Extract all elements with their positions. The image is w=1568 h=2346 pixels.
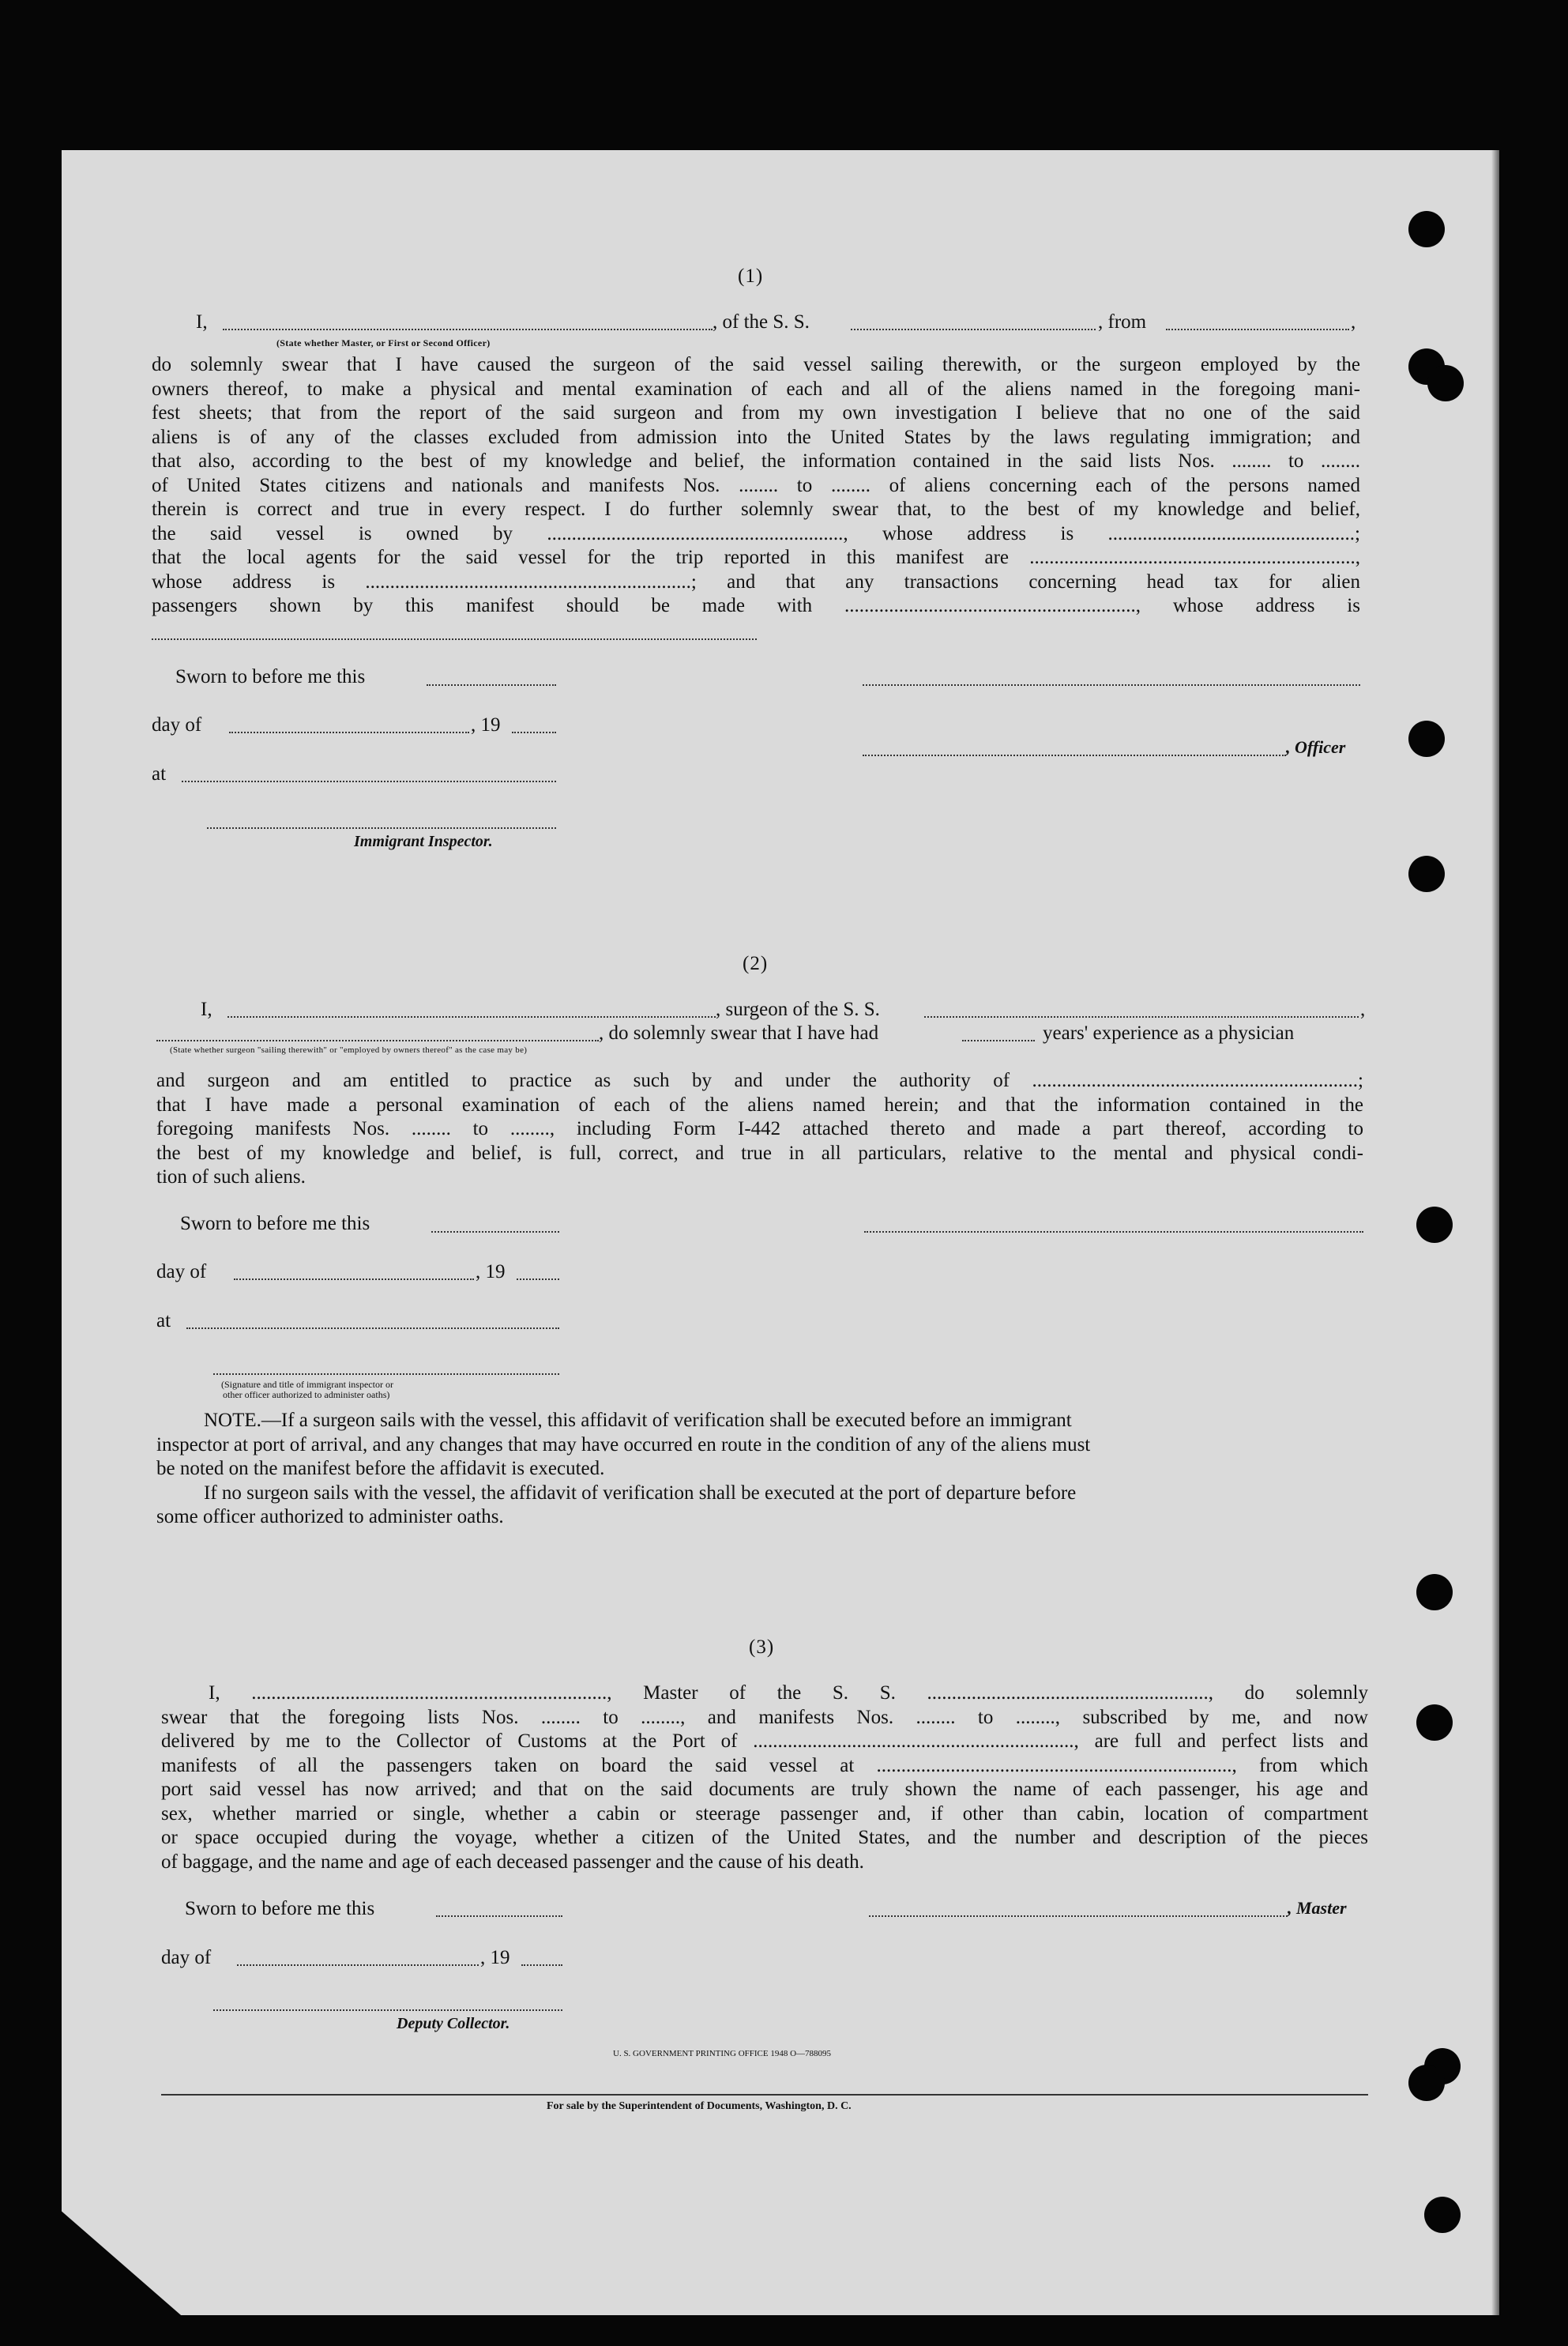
binder-hole bbox=[1408, 721, 1445, 757]
oath-line: of United States citizens and nationals and manifests Nos. ........ to ........ of aliens concerning each of the persons named bbox=[152, 474, 1360, 496]
surgeon-of-ss-label: , surgeon of the S. S. bbox=[716, 999, 880, 1020]
oath-line: owners thereof, to make a physical and mental examination of each and all of the aliens named in the foregoing mani- bbox=[152, 378, 1360, 400]
oath-line: port said vessel has now arrived; and that on the said documents are truly shown the name of each passenger, his age and bbox=[161, 1779, 1368, 1800]
oath-line: or space occupied during the voyage, whether a citizen of the United States, and the number and description of the pieces bbox=[161, 1827, 1368, 1848]
officer-title: , Officer bbox=[1286, 737, 1346, 757]
section-2-heading: (2) bbox=[743, 953, 769, 974]
surgeon-status-hint: (State whether surgeon "sailing therewith" or "employed by owners thereof" as the case may be) bbox=[170, 1045, 528, 1055]
binder-hole bbox=[1408, 2065, 1445, 2101]
surgeon-note bbox=[156, 1409, 1365, 1530]
sworn-label: Sworn to before me this bbox=[175, 666, 366, 687]
day-of-label: day of bbox=[156, 1261, 207, 1282]
year-label: , 19 bbox=[480, 1947, 510, 1968]
binder-hole bbox=[1416, 1574, 1453, 1610]
from-label: , from bbox=[1098, 311, 1147, 333]
note-line: NOTE.—If a surgeon sails with the vessel, this affidavit of verification shall be executed before an immigrant bbox=[204, 1410, 1072, 1431]
oath-line: the best of my knowledge and belief, is full, correct, and true in all particulars, relative to the mental and physical condi- bbox=[156, 1142, 1363, 1164]
master-signature-field[interactable] bbox=[863, 684, 1360, 686]
officer-name-field[interactable] bbox=[223, 329, 713, 330]
officer-signature-field[interactable] bbox=[863, 755, 1286, 756]
month-field[interactable] bbox=[229, 732, 469, 733]
oath-line: tion of such aliens. bbox=[156, 1166, 306, 1188]
oath-line: manifests of all the passengers taken on board the said vessel at ........................................................................, from which bbox=[161, 1754, 1368, 1776]
oath-line: sex, whether married or single, whether a cabin or steerage passenger and, if other than cabin, location of compartment bbox=[161, 1802, 1368, 1824]
oath-line: do solemnly swear that I have caused the surgeon of the said vessel sailing therewith, or the surgeon employed by the bbox=[152, 354, 1360, 375]
master-title: , Master bbox=[1288, 1898, 1347, 1918]
oath-line: the said vessel is owned by ............................................................, whose address is ..................................................; bbox=[152, 522, 1360, 544]
oath-line: and surgeon and am entitled to practice as such by and under the authority of ..................................................................; bbox=[156, 1070, 1363, 1091]
oath-line: delivered by me to the Collector of Customs at the Port of ................................................................., are full and perfect lists and bbox=[161, 1730, 1368, 1752]
comma: , bbox=[1360, 999, 1366, 1020]
section-1-heading: (1) bbox=[738, 265, 764, 287]
oath-line: I, ........................................................................, Master of the S. S. ........................................................., do solemnly bbox=[209, 1682, 1368, 1704]
sworn-date-field[interactable] bbox=[427, 684, 556, 686]
binder-hole bbox=[1416, 1704, 1453, 1741]
sale-notice: For sale by the Superintendent of Documents, Washington, D. C. bbox=[547, 2100, 852, 2112]
years-experience-label: years' experience as a physician bbox=[1043, 1022, 1295, 1044]
at-label: at bbox=[152, 763, 167, 785]
signature-hint-line: other officer authorized to administer oaths) bbox=[223, 1389, 390, 1400]
binder-hole bbox=[1427, 365, 1464, 401]
master-arrival-oath-paragraph bbox=[161, 1681, 1368, 1874]
oath-line: that the local agents for the said vessel for the trip reported in this manifest are .................................................................., bbox=[152, 547, 1360, 568]
from-port-field[interactable] bbox=[1166, 329, 1349, 330]
binder-hole bbox=[1408, 856, 1445, 892]
at-place-field[interactable] bbox=[182, 781, 556, 782]
day-of-label: day of bbox=[152, 714, 202, 736]
immigrant-inspector-title: Immigrant Inspector. bbox=[354, 833, 493, 850]
surgeon-i-label: I, bbox=[201, 999, 212, 1020]
oath-i-label: I, bbox=[196, 311, 208, 333]
surgeon-status-field[interactable] bbox=[156, 1040, 599, 1041]
at-place-field[interactable] bbox=[186, 1327, 559, 1329]
note-line: inspector at port of arrival, and any changes that may have occurred en route in the condition of any of the aliens must bbox=[156, 1433, 1091, 1455]
month-field[interactable] bbox=[237, 1964, 479, 1966]
surgeon-vessel-field[interactable] bbox=[924, 1016, 1359, 1018]
year-field[interactable] bbox=[521, 1964, 562, 1966]
surgeon-signature-field[interactable] bbox=[864, 1231, 1363, 1233]
oath-line: therein is correct and true in every respect. I do further solemnly swear that, to the best of my knowledge and belief, bbox=[152, 499, 1360, 520]
oath-line: swear that the foregoing lists Nos. ........ to ........, and manifests Nos. ........ to ........, subscribed by me, and now bbox=[161, 1706, 1368, 1728]
deputy-signature-field[interactable] bbox=[213, 2009, 562, 2011]
printing-office-imprint: U. S. GOVERNMENT PRINTING OFFICE 1948 O—788095 bbox=[613, 2049, 832, 2058]
note-line: If no surgeon sails with the vessel, the affidavit of verification shall be executed at the port of departure before bbox=[204, 1482, 1077, 1504]
sworn-label: Sworn to before me this bbox=[180, 1213, 370, 1234]
master-oath-paragraph bbox=[152, 353, 1360, 619]
year-field[interactable] bbox=[512, 732, 556, 733]
year-label: , 19 bbox=[471, 714, 501, 736]
inspector-signature-field[interactable] bbox=[207, 827, 556, 829]
surgeon-oath-paragraph bbox=[156, 1069, 1363, 1190]
oath-line: that also, according to the best of my knowledge and belief, the information contained in the said lists Nos. ........ to ........ bbox=[152, 450, 1360, 472]
month-field[interactable] bbox=[234, 1278, 474, 1280]
solemnly-swear-label: , do solemnly swear that I have had bbox=[599, 1022, 879, 1044]
address-continuation-field[interactable] bbox=[152, 638, 757, 640]
signature-hint-line: (Signature and title of immigrant inspector or bbox=[221, 1379, 393, 1390]
binder-hole bbox=[1416, 1207, 1453, 1243]
year-label: , 19 bbox=[476, 1261, 506, 1282]
surgeon-name-field[interactable] bbox=[227, 1016, 716, 1018]
year-field[interactable] bbox=[517, 1278, 559, 1280]
oath-line: that I have made a personal examination of each of the aliens named herein; and that the information contained in the bbox=[156, 1094, 1363, 1116]
binder-hole bbox=[1424, 2197, 1461, 2233]
of-ss-label: , of the S. S. bbox=[713, 311, 810, 333]
at-label: at bbox=[156, 1310, 171, 1331]
vessel-name-field[interactable] bbox=[851, 329, 1096, 330]
oath-line: aliens is of any of the classes excluded from admission into the United States by the laws regulating immigration; and bbox=[152, 426, 1360, 448]
sworn-label: Sworn to before me this bbox=[185, 1898, 375, 1919]
oath-line: passengers shown by this manifest should be made with ..........................................................., whose address is bbox=[152, 595, 1360, 616]
sworn-date-field[interactable] bbox=[436, 1915, 562, 1917]
oath-line: fest sheets; that from the report of the said surgeon and from my own investigation I believe that no one of the said bbox=[152, 402, 1360, 424]
section-3-heading: (3) bbox=[749, 1636, 775, 1658]
oath-line: foregoing manifests Nos. ........ to ........, including Form I-442 attached thereto and made a part thereof, according to bbox=[156, 1118, 1363, 1139]
officer-rank-hint: (State whether Master, or First or Second Officer) bbox=[276, 337, 491, 348]
master-signature-field[interactable] bbox=[869, 1915, 1288, 1917]
note-line: be noted on the manifest before the affidavit is executed. bbox=[156, 1458, 605, 1479]
footer-rule bbox=[161, 2094, 1368, 2096]
sworn-date-field[interactable] bbox=[431, 1231, 559, 1233]
note-line: some officer authorized to administer oaths. bbox=[156, 1506, 504, 1527]
oath-line: of baggage, and the name and age of each deceased passenger and the cause of his death. bbox=[161, 1851, 864, 1873]
comma: , bbox=[1351, 311, 1356, 333]
witness-signature-field[interactable] bbox=[213, 1373, 559, 1375]
day-of-label: day of bbox=[161, 1947, 212, 1968]
deputy-collector-title: Deputy Collector. bbox=[397, 2015, 510, 2032]
binder-hole bbox=[1408, 211, 1445, 247]
oath-line: whose address is ..................................................................; and that any transactions concerning head tax for alien bbox=[152, 570, 1360, 593]
years-experience-field[interactable] bbox=[962, 1040, 1035, 1041]
